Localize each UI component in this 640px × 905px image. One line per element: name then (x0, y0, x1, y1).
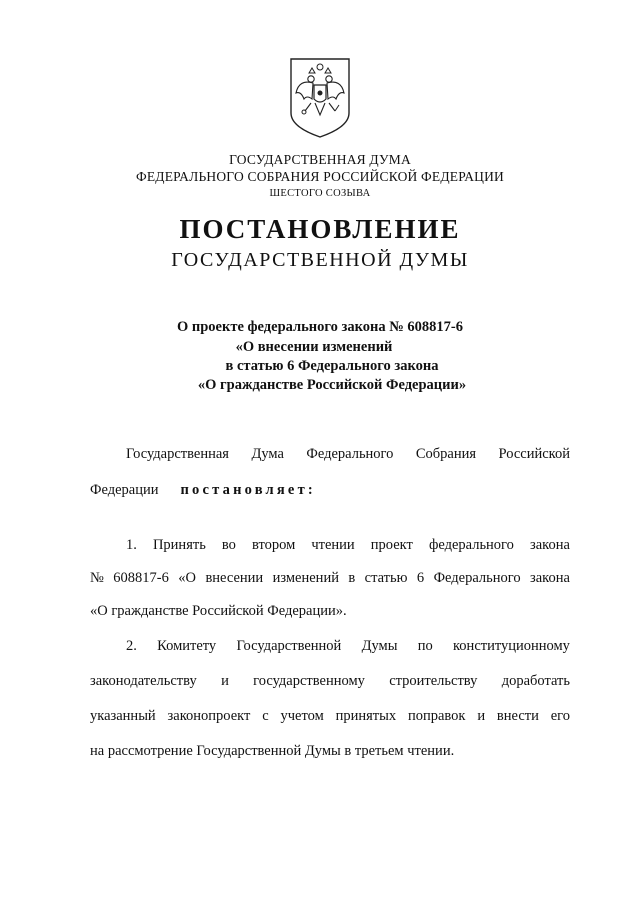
word: «О (178, 570, 197, 586)
word: по (417, 638, 433, 654)
word: Федерального (433, 570, 521, 586)
word: чтении (311, 537, 355, 553)
word: 2. (126, 638, 137, 654)
word: 1. (126, 537, 137, 553)
item2-line-1 (126, 638, 570, 655)
item1-line-2 (90, 570, 570, 587)
word: его (550, 708, 570, 724)
subject-line-4: «О гражданстве Российской Федерации» (197, 377, 467, 393)
preamble-line-2 (90, 482, 570, 499)
word: № (90, 570, 104, 586)
word: 6 (416, 570, 425, 586)
word: изменений (272, 570, 339, 586)
word: законопроект (167, 708, 251, 724)
preamble-line-1 (126, 446, 570, 463)
word: указанный (90, 708, 156, 724)
subject-line-3: в статью 6 Федерального закона (225, 358, 439, 374)
word: закона (529, 537, 570, 553)
word: законодательству (90, 673, 197, 689)
header-line-duma: ГОСУДАРСТВЕННАЯ ДУМА (229, 152, 411, 167)
preamble-subject: Федерации (90, 482, 159, 498)
word: статью (364, 570, 408, 586)
word: Принять (152, 537, 206, 553)
item1-last-line: «О гражданстве Российской Федерации». (90, 603, 347, 619)
word: Комитету (157, 638, 217, 654)
word: и (221, 673, 229, 689)
word: учетом (280, 708, 324, 724)
item2-line-2 (90, 673, 570, 690)
word: проект (370, 537, 413, 553)
word: и (477, 708, 486, 724)
subject-line-2: «О внесении изменений (235, 339, 393, 355)
word: втором (251, 537, 296, 553)
word: внести (496, 708, 539, 724)
word: федерального (428, 537, 514, 553)
word: строительству (389, 673, 478, 689)
word: 608817-6 (113, 570, 169, 586)
preamble-action: постановляет: (180, 482, 316, 498)
word: Собрания (415, 446, 477, 462)
item2-line-4 (90, 743, 570, 760)
word: Федерального (306, 446, 394, 462)
item2-last-line: на рассмотрение Государственной Думы в третьем чтении. (90, 743, 455, 759)
word: Дума (251, 446, 284, 462)
word: во (221, 537, 236, 553)
header-line-federal-assembly: ФЕДЕРАЛЬНОГО СОБРАНИЯ РОССИЙСКОЙ ФЕДЕРАЦИИ (136, 169, 504, 184)
item2-line-3 (90, 708, 570, 725)
word: поправок (407, 708, 466, 724)
word: Российской (498, 446, 570, 462)
subject-line-1: О проекте федерального закона № 608817-6 (176, 319, 464, 335)
word: закона (530, 570, 570, 586)
word: государственному (253, 673, 365, 689)
item1-line-1 (126, 537, 570, 554)
word: Думы (361, 638, 398, 654)
word: с (262, 708, 269, 724)
word: доработать (501, 673, 570, 689)
item1-line-3 (90, 603, 570, 620)
document-subtitle: ГОСУДАРСТВЕННОЙ ДУМЫ (171, 249, 469, 271)
word: Государственная (126, 446, 229, 462)
header-line-convocation: ШЕСТОГО СОЗЫВА (269, 188, 371, 199)
document-title: ПОСТАНОВЛЕНИЕ (179, 214, 461, 244)
state-emblem-icon (287, 55, 353, 139)
word: Государственной (236, 638, 342, 654)
word: в (348, 570, 356, 586)
word: принятых (335, 708, 397, 724)
word: конституционному (453, 638, 570, 654)
word: внесении (205, 570, 264, 586)
